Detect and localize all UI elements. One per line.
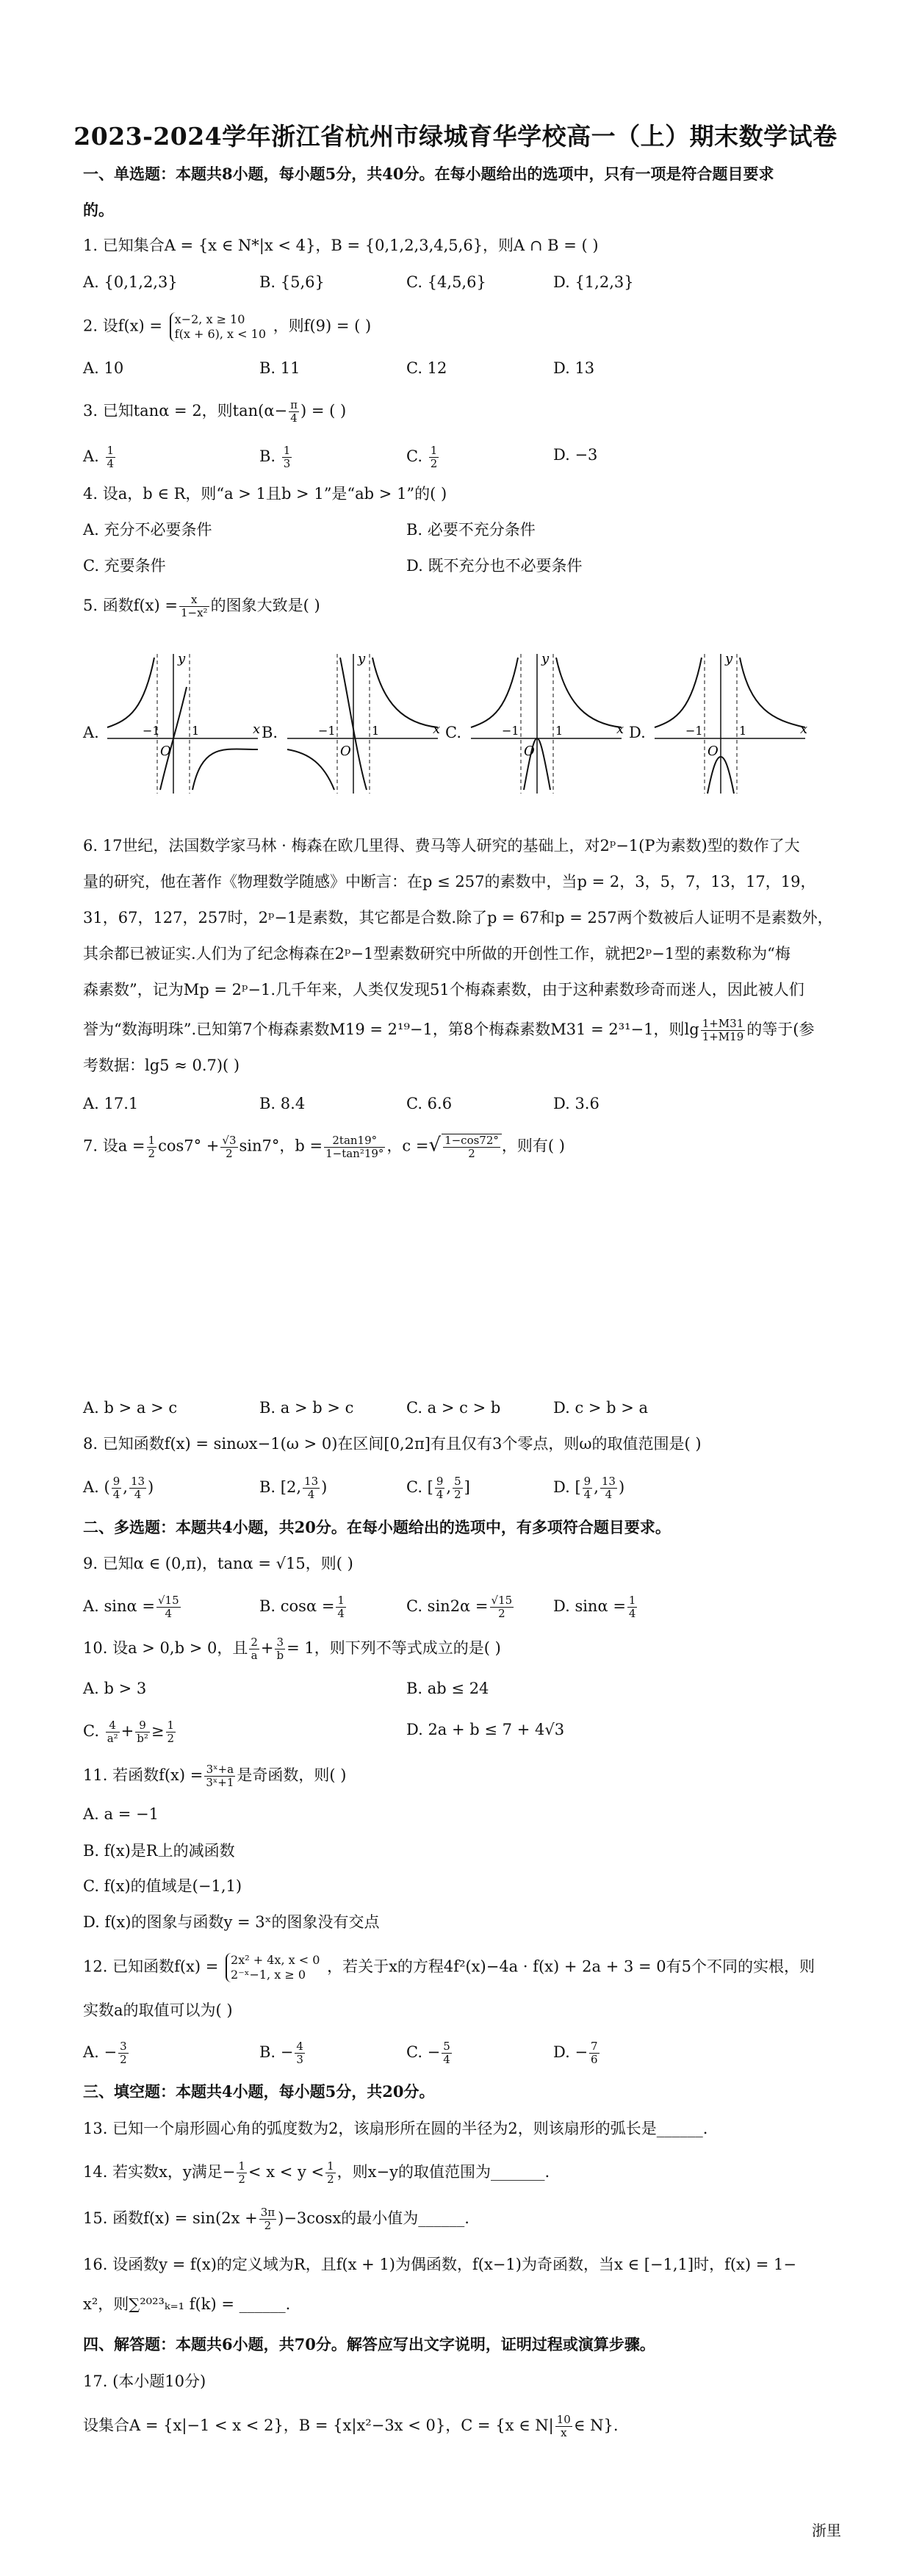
q13-stem: 13. 已知一个扇形圆心角的弧度数为2，该扇形所在圆的半径为2，则该扇形的弧长是______. [83,2120,708,2137]
q10-post: = 1，则下列不等式成立的是( ) [287,1639,501,1657]
q10-option-b: B. ab ≤ 24 [406,1680,489,1697]
q8-c-d2: 2 [454,1488,461,1501]
q12-b-num: 4 [296,2040,303,2053]
q12-c-num: 5 [443,2040,450,2053]
q4-option-a: A. 充分不必要条件 [83,521,212,539]
q6-frac-num: 1+M31 [702,1017,744,1030]
q5-graph-b [280,647,449,797]
q2-option-d: D. 13 [553,359,595,377]
q5-b-pos1: 1 [372,724,380,738]
q14-n1: 1 [238,2159,245,2173]
q5-d-origin: O [707,744,719,759]
q4-option-d: D. 既不充分也不必要条件 [406,557,583,575]
q9-stem: 9. 已知α ∈ (0,π)，tanα = √15，则( ) [83,1555,353,1572]
q9-d-num: 1 [628,1594,636,1607]
q7-f2-num: √3 [222,1133,237,1147]
section-multi-choice-heading: 二、多选题：本题共4小题，共20分。在每小题给出的选项中，有多项符合题目要求。 [83,1518,671,1536]
q17-post: ∈ N}. [573,2417,619,2434]
q5-graph-a-label: A. [83,724,99,741]
q8-option-d: D. [ $\frac{9}{4}$ , $\frac{13}{4}$ ) [553,1475,625,1501]
q12-stem [83,1953,815,1982]
section-solution-heading: 四、解答题：本题共6小题，共70分。解答应写出文字说明，证明过程或演算步骤。 [83,2335,655,2353]
q17-den: x [561,2426,567,2439]
q5-graph-a-svg [100,647,269,797]
q10-d2: b [276,1649,284,1662]
q5-b-neg1: −1 [318,724,336,738]
q6-option-a: A. 17.1 [83,1095,139,1112]
q12-c-label: C. − [406,2043,441,2061]
q9-a-pre: A. sinα = [83,1597,155,1615]
q6-line-6 [83,1018,814,1043]
q6-line-2: 量的研究，他在著作《物理数学随感》中断言：在p ≤ 257的素数中，当p = 2，3，5，7，13，17，19， [83,873,816,891]
q7-part-1: 7. 设a = [83,1137,145,1155]
q3-c-den: 2 [430,457,438,470]
q10-option-a: A. b > 3 [83,1680,147,1697]
q14-d2: 2 [327,2173,334,2186]
q9-d-pre: D. sinα = [553,1597,626,1615]
q3-option-a [83,445,117,470]
q9-b-num: 1 [337,1594,345,1607]
q17-pre: 设集合A = {x|−1 < x < 2}，B = {x|x²−3x < 0}，C = {x ∈ N| [83,2417,554,2434]
q8-a-n2: 13 [130,1475,145,1488]
q17-heading: 17. (本小题10分) [83,2372,206,2390]
q6-option-d: D. 3.6 [553,1095,599,1112]
q15-post: )−3cosx的最小值为______. [278,2209,469,2227]
q10-c-n1: 4 [106,1719,120,1733]
q5-graph-b-svg [280,647,449,797]
q1-option-c: C. {4,5,6} [406,273,486,291]
q4-stem: 4. 设a，b ∈ R，则“a > 1且b > 1”是“ab > 1”的( ) [83,485,447,503]
q3-a-den: 4 [107,457,115,470]
q8-d-n1: 9 [583,1475,591,1488]
q6-line-3: 31，67，127，257时，2ᵖ−1是素数，其它都是合数.除了p = 67和p = 257两个数被后人证明不是素数外， [83,909,833,927]
q9-c-den: 2 [498,1607,505,1620]
q5-prefix: 5. 函数f(x) = [83,597,178,614]
page-footer-mark: 浙里 [812,2522,841,2539]
q3-b-num: 1 [283,444,291,457]
q5-c-origin: O [524,744,535,759]
q9-a-den: 4 [165,1607,173,1620]
q10-c-d1: a² [107,1732,118,1745]
q14-stem [83,2160,550,2186]
q2-option-b: B. 11 [259,359,300,377]
q2-option-c: C. 12 [406,359,447,377]
q7-part-4: ，c = [386,1137,429,1155]
q15-pre: 15. 函数f(x) = sin(2x + [83,2209,258,2227]
q12-d-den: 6 [591,2053,598,2066]
q7-f3-num: 2tan19° [324,1134,385,1148]
q14-n2: 1 [327,2159,334,2173]
q6-option-c: C. 6.6 [406,1095,453,1112]
q10-c-pre: C. [83,1722,99,1740]
q5-graph-d-label: D. [629,724,646,741]
q11-option-a: A. a = −1 [83,1805,159,1823]
q17-stem [83,2414,619,2439]
q12-d-num: 7 [591,2040,598,2053]
q4-option-c: C. 充要条件 [83,557,166,575]
q16-line-1: 16. 设函数y = f(x)的定义域为R，且f(x + 1)为偶函数，f(x−1)为奇函数，当x ∈ [−1,1]时，f(x) = 1− [83,2256,796,2273]
q12-option-d [553,2040,601,2066]
q8-b-den: 4 [307,1488,315,1501]
q5-c-pos1: 1 [555,724,563,738]
q3-fraction [289,399,299,425]
q5-graph-d [647,647,816,797]
q2-prefix: 2. 设f(x) = [83,317,162,335]
q9-option-c [406,1594,515,1620]
q5-a-neg1: −1 [143,724,160,738]
q8-option-a: A. ( $\frac{9}{4}$ , $\frac{13}{4}$ ) [83,1475,154,1501]
q11-pre: 11. 若函数f(x) = [83,1766,204,1784]
q5-b-axis-x: x [433,722,441,737]
q8-c-n1: 9 [436,1475,444,1488]
q5-c-neg1: −1 [502,724,519,738]
q7-option-b: B. a > b > c [259,1399,354,1417]
q8-c-d1: 4 [436,1488,444,1501]
q8-a-d2: 4 [134,1488,142,1501]
q1-option-b: B. {5,6} [259,273,325,291]
q9-option-a [83,1594,182,1620]
q1-stem: 1. 已知集合A = {x ∈ N*|x < 4}，B = {0,1,2,3,4,5,6}，则A ∩ B = ( ) [83,237,599,254]
q8-d-d2: 4 [605,1488,613,1501]
q5-graph-c-svg [464,647,633,797]
q3-stem [83,399,346,425]
q10-c-post: ≥ [151,1722,165,1740]
q6-option-b: B. 8.4 [259,1095,306,1112]
q12-b-label: B. − [259,2043,294,2061]
q11-option-d: D. f(x)的图象与函数y = 3ˣ的图象没有交点 [83,1913,380,1931]
q10-n1: 2 [251,1636,258,1649]
q2-suffix: ，则f(9) = ( ) [273,317,372,335]
q2-stem [83,312,371,342]
q12-piecewise [226,1953,320,1982]
q8-d-d1: 4 [583,1488,591,1501]
q10-c-d2: b² [137,1732,148,1745]
q10-pre: 10. 设a > 0,b > 0，且 [83,1639,248,1657]
q10-c-d3: 2 [167,1732,175,1745]
q7-f1-num: 1 [148,1133,156,1147]
q8-stem: 8. 已知函数f(x) = sinωx−1(ω > 0)在区间[0,2π]有且仅有3个零点，则ω的取值范围是( ) [83,1435,702,1453]
q9-b-pre: B. cosα = [259,1597,335,1615]
q2-case-1: x−2, x ≥ 10 [174,312,245,326]
q2-case-2: f(x + 6), x < 10 [174,327,266,341]
q7-f4-num: 1−cos72° [444,1134,499,1147]
q10-c-n2: 9 [135,1719,150,1733]
q10-mid: + [260,1639,274,1657]
q8-b-num: 13 [304,1475,319,1488]
q12-post: ，若关于x的方程4f²(x)−4a · f(x) + 2a + 3 = 0有5个不同的实根，则 [327,1957,815,1976]
q5-b-origin: O [340,744,351,759]
q3-c-label: C. [406,447,422,465]
q7-part-2: cos7° + [158,1137,220,1155]
q10-option-c: C. $\frac{4}{\text{a²}}$ + $\frac{9}{\text{b²}}$ ≥ $\frac{1}{2}$ [83,1719,175,1745]
q6-frac-den: 1+M19 [702,1030,744,1043]
q3-option-c [406,445,440,470]
q5-a-axis-y: y [178,651,186,666]
q12-line-2: 实数a的取值可以为( ) [83,2001,233,2019]
q15-stem [83,2206,469,2232]
q14-d1: 2 [238,2173,245,2186]
q5-d-pos1: 1 [739,724,747,738]
q3-frac-den: 4 [290,411,298,425]
q4-option-b: B. 必要不充分条件 [406,521,536,539]
q5-graph-a [100,647,269,797]
q11-num: 3ˣ+a [204,1763,235,1777]
q3-prefix: 3. 已知tanα = 2，则tan(α− [83,402,288,420]
q8-a-d1: 4 [112,1488,120,1501]
q3-b-den: 3 [283,457,291,470]
q10-stem [83,1636,501,1662]
q9-option-b [259,1594,348,1620]
q5-b-axis-y: y [358,651,366,666]
q5-graph-d-svg [647,647,816,797]
q3-c-num: 1 [430,444,438,457]
q3-frac-num: π [290,398,298,411]
q10-n2: 3 [275,1636,285,1649]
q5-frac-num: x [179,594,209,607]
q9-b-den: 4 [337,1607,345,1620]
q12-case-1: 2x² + 4x, x < 0 [231,1953,320,1967]
q11-den: 3ˣ+1 [206,1776,234,1789]
q6-line-6-text: 誉为“数海明珠”.已知第7个梅森素数M19 = 2¹⁹−1，第8个梅森素数M31 = 2³¹−1，则lg [83,1021,699,1038]
q5-d-neg1: −1 [685,724,703,738]
q10-option-d: D. 2a + b ≤ 7 + 4√3 [406,1721,565,1738]
q7-option-d: D. c > b > a [553,1399,649,1417]
q15-den: 2 [264,2219,272,2232]
q1-option-a: A. {0,1,2,3} [83,273,178,291]
q8-d-label: D. [553,1478,570,1496]
q5-frac-den: 1−x² [180,606,208,619]
q5-c-axis-y: y [541,651,550,666]
q3-option-b [259,445,293,470]
q12-pre: 12. 已知函数f(x) = [83,1957,219,1976]
q9-d-den: 4 [628,1607,636,1620]
q12-d-label: D. − [553,2043,588,2061]
q12-c-den: 4 [443,2053,450,2066]
section-single-choice-heading: 一、单选题：本题共8小题，每小题5分，共40分。在每小题给出的选项中，只有一项是符合题目要求 [83,165,774,183]
q7-f3-den: 1−tan²19° [325,1146,384,1160]
q7-stem: 7. 设a = $\frac{1}{2}$ cos7° + $\frac{√3}{2}$ sin7°，b = $\frac{2\tan 19^\circ}{\text{1−tan²19°}}$ ，c =√ $\frac{1-\cos 72^\circ}{2}$ ，则有( ) [83,1133,565,1160]
q11-post: 是奇函数，则( ) [237,1766,347,1784]
q7-part-5: ，则有( ) [501,1137,565,1155]
q9-c-pre: C. sin2α = [406,1597,489,1615]
q14-pre: 14. 若实数x，y满足− [83,2163,236,2181]
q5-graph-c-label: C. [445,724,461,741]
q2-piecewise [170,312,266,342]
q9-option-d [553,1594,638,1620]
q9-c-num: √15 [491,1594,513,1607]
q5-a-pos1: 1 [192,724,200,738]
q3-a-label: A. [83,447,99,465]
q7-f1-den: 2 [148,1146,156,1160]
q1-option-d: D. {1,2,3} [553,273,634,291]
section-fill-blank-heading: 三、填空题：本题共4小题，每小题5分，共20分。 [83,2082,435,2101]
q6-line-7: 考数据：lg5 ≈ 0.7)( ) [83,1057,240,1074]
q14-post: ，则x−y的取值范围为_______. [336,2163,550,2181]
q6-line-4: 其余都已被证实.人们为了纪念梅森在2ᵖ−1型素数研究中所做的开创性工作，就把2ᵖ−1型的素数称为“梅 [83,945,791,963]
q7-option-c: C. a > c > b [406,1399,501,1417]
q11-option-b: B. f(x)是R上的减函数 [83,1842,235,1860]
q14-mid: < x < y < [248,2163,325,2181]
q7-option-a: A. b > a > c [83,1399,178,1417]
q5-c-axis-x: x [616,722,624,737]
q12-a-label: A. − [83,2043,118,2061]
q8-b-text: [2, [280,1478,302,1496]
q5-graph-c [464,647,633,797]
q5-graph-b-label: B. [262,724,278,741]
q5-a-axis-x: x [253,722,261,737]
q5-d-axis-y: y [725,651,733,666]
q12-a-den: 2 [120,2053,127,2066]
q9-a-num: √15 [158,1594,179,1607]
q5-a-origin: O [160,744,171,759]
q8-option-c: C. [ $\frac{9}{4}$ , $\frac{5}{2}$ ] [406,1475,470,1501]
q5-suffix: 的图象大致是( ) [210,597,320,614]
q11-option-c: C. f(x)的值域是(−1,1) [83,1877,242,1895]
q10-d1: a [251,1649,258,1662]
q8-b-label: B. [259,1478,276,1496]
q16-line-2: x²，则∑²⁰²³ₖ₌₁ f(k) = ______. [83,2295,291,2313]
q12-b-den: 3 [296,2053,303,2066]
q7-f2-den: 2 [226,1146,233,1160]
q3-option-d: D. −3 [553,446,598,464]
q6-line-6-tail: 的等于(参 [746,1021,815,1038]
q8-a-label: A. [83,1478,99,1496]
section-single-choice-heading-cont: 的。 [83,201,114,219]
q12-option-a [83,2040,130,2066]
q8-c-label: C. [406,1478,422,1496]
q10-c-n3: 1 [167,1719,175,1732]
q7-f4-den: 2 [468,1147,475,1160]
q8-option-b: B. [2, $\frac{13}{4}$ ) [259,1475,328,1501]
q12-a-num: 3 [120,2040,127,2053]
q2-option-a: A. 10 [83,359,124,377]
q5-fraction [179,594,209,619]
q11-stem [83,1763,346,1789]
q6-line-1: 6. 17世纪，法国数学家马林 · 梅森在欧几里得、费马等人研究的基础上，对2ᵖ−1(P为素数)型的数作了大 [83,837,800,855]
q15-num: 3π [260,2206,276,2219]
q5-stem [83,594,320,619]
q3-b-label: B. [259,447,276,465]
page-title: 2023-2024学年浙江省杭州市绿城育华学校高一（上）期末数学试卷 [73,122,838,151]
q12-case-2: 2⁻ˣ−1, x ≥ 0 [231,1968,306,1982]
q12-option-b [259,2040,306,2066]
q8-c-n2: 5 [454,1475,461,1488]
q3-suffix: ) = ( ) [300,402,347,420]
q8-d-n2: 13 [601,1475,616,1488]
q6-line-5: 森素数”，记为Mp = 2ᵖ−1.几千年来，人类仅发现51个梅森素数，由于这种素数珍奇而迷人，因此被人们 [83,981,804,999]
q7-part-3: sin7°，b = [239,1137,323,1155]
q17-num: 10 [556,2413,571,2426]
q8-a-n1: 9 [112,1475,120,1488]
q5-d-axis-x: x [800,722,808,737]
q3-a-num: 1 [107,444,115,457]
q12-option-c [406,2040,453,2066]
